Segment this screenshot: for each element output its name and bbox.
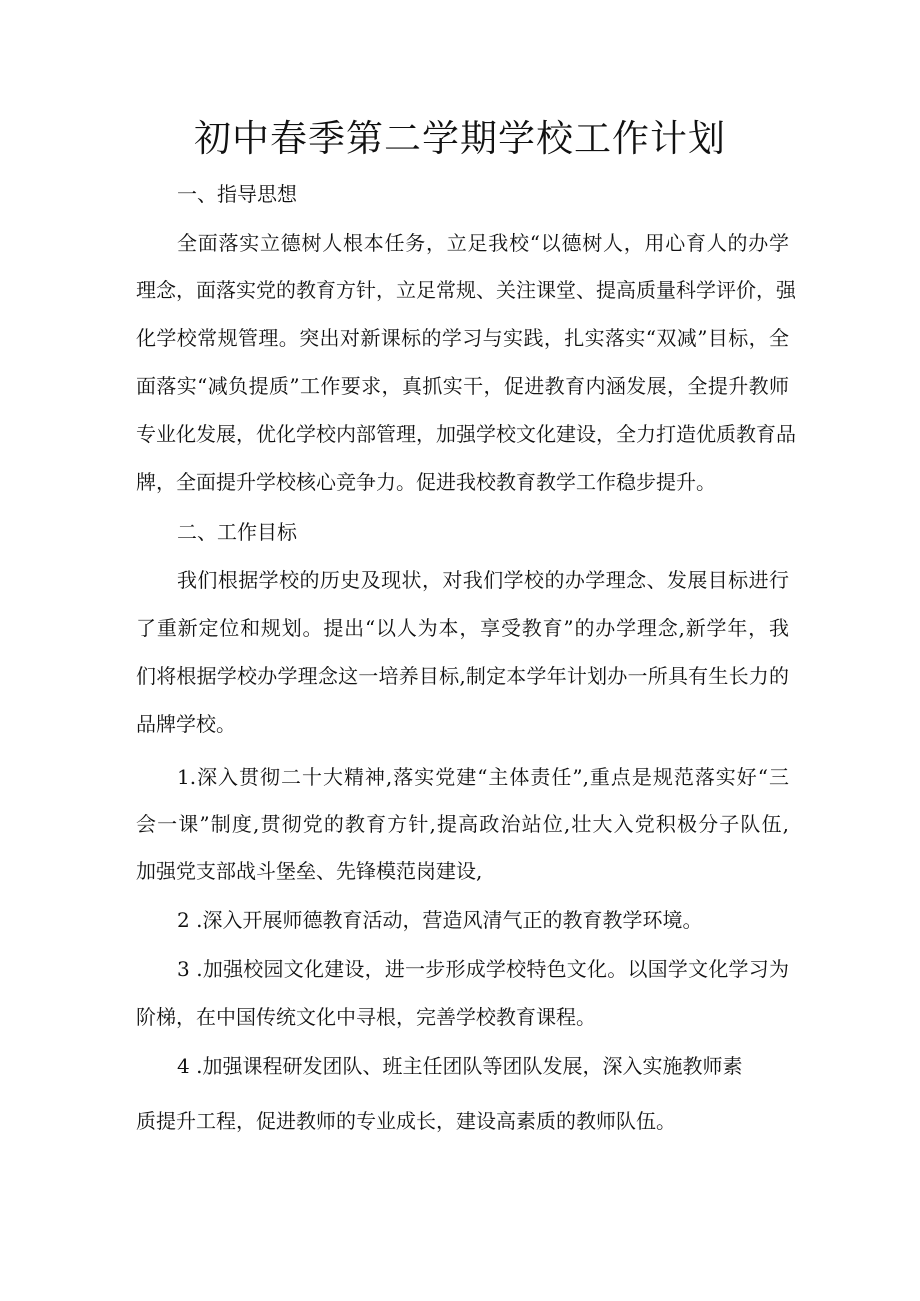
paragraph-line: 面落实“减负提质”工作要求，真抓实干，促进教育内涵发展，全提升教师	[136, 374, 789, 398]
list-item-line: 阶梯，在中国传统文化中寻根，完善学校教育课程。	[136, 1005, 596, 1029]
list-item-line: 1.深入贯彻二十大精神,落实党建“主体责任”,重点是规范落实好“三	[177, 765, 789, 789]
document-title: 初中春季第二学期学校工作计划	[194, 117, 726, 160]
paragraph-line: 专业化发展，优化学校内部管理，加强学校文化建设，全力打造优质教育品	[136, 422, 796, 446]
paragraph-line: 全面落实立德树人根本任务，立足我校“以德树人，用心育人的办学	[177, 231, 789, 255]
paragraph-line: 理念，面落实党的教育方针，立足常规、关注课堂、提高质量科学评价，强	[136, 278, 796, 302]
paragraph-line: 品牌学校。	[136, 712, 236, 736]
list-item-line: 质提升工程，促进教师的专业成长，建设高素质的教师队伍。	[136, 1109, 676, 1133]
paragraph-line: 了重新定位和规划。提出“以人为本，享受教育”的办学理念,新学年，我	[136, 616, 789, 640]
paragraph-line: 们将根据学校办学理念这一培养目标,制定本学年计划办一所具有生长力的	[136, 664, 789, 688]
list-item-line: 3 .加强校园文化建设，进一步形成学校特色文化。以国学文化学习为	[177, 957, 789, 981]
list-item-line: 会一课”制度,贯彻党的教育方针,提高政治站位,壮大入党积极分子队伍,	[136, 812, 789, 836]
section-heading-guiding-ideology: 一、指导思想	[177, 182, 297, 206]
paragraph-line: 牌，全面提升学校核心竞争力。促进我校教育教学工作稳步提升。	[136, 470, 716, 494]
section-heading-work-goals: 二、工作目标	[177, 520, 297, 544]
paragraph-line: 我们根据学校的历史及现状，对我们学校的办学理念、发展目标进行	[177, 568, 789, 592]
list-item-line: 加强党支部战斗堡垒、先锋模范岗建设,	[136, 859, 483, 883]
list-item-line: 2 .深入开展师德教育活动，营造风清气正的教育教学环境。	[177, 908, 703, 932]
paragraph-line: 化学校常规管理。突出对新课标的学习与实践，扎实落实“双减”目标，全	[136, 326, 789, 350]
list-item-line: 4 .加强课程研发团队、班主任团队等团队发展，深入实施教师素	[177, 1054, 743, 1078]
